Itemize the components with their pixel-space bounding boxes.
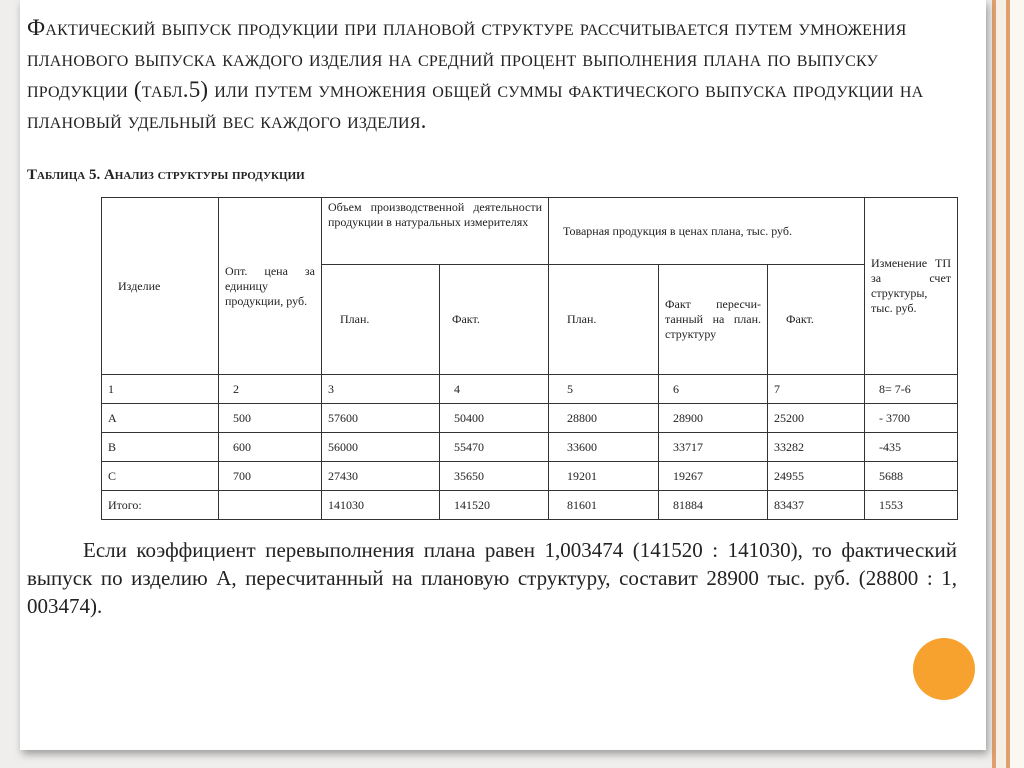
header-change: Изменение ТП за счет структуры, тыс. руб. [865,198,958,375]
table-total-row [102,491,958,520]
header-volume-group: Объем производственной деятельности продукции в натуральных измерителях [322,198,549,265]
table-cell: 19201 [549,462,659,491]
table-cell: 81601 [549,491,659,520]
header-item: Изделие [102,198,219,375]
table-cell: 1 [102,375,219,404]
header-vol-plan: План. [322,265,440,375]
table-cell: 50400 [440,404,549,433]
table-cell: 700 [219,462,322,491]
table-cell: 24955 [768,462,865,491]
explanation-paragraph: Если коэффициент перевыполнения плана равен 1,003474 (141520 : 141030), то фактический выпуск по изделию А, пересчитанный на плановую структуру, составит 28900 тыс. руб. (28800 : 1, 003474). [27,538,957,618]
table-cell: С [102,462,219,491]
table-cell: 4 [440,375,549,404]
table-cell: В [102,433,219,462]
table-cell: 2 [219,375,322,404]
decor-stripe [996,0,1006,768]
table-cell: 56000 [322,433,440,462]
header-price: Опт. цена за единицу продукции, руб. [219,198,322,375]
table-cell: Итого: [102,491,219,520]
slide [20,0,986,750]
header-commodity-group: Товарная продукция в ценах плана, тыс. руб. [549,198,865,265]
decor-stripe [1010,0,1024,768]
table-cell: 5688 [865,462,958,491]
table-cell: 33282 [768,433,865,462]
table-cell: 5 [549,375,659,404]
table-cell: 6 [659,375,768,404]
table-cell: 81884 [659,491,768,520]
table-cell: 35650 [440,462,549,491]
table-cell: 8= 7-6 [865,375,958,404]
table-cell: 33717 [659,433,768,462]
header-vol-fact: Факт. [440,265,549,375]
table-cell: 141520 [440,491,549,520]
table-cell: 1553 [865,491,958,520]
table-header-row [102,198,958,265]
table-cell: А [102,404,219,433]
table-caption: Таблица 5. Анализ структуры продукции [27,167,305,183]
table-row [102,375,958,404]
table-cell: 28800 [549,404,659,433]
table-cell: -435 [865,433,958,462]
table-cell: 600 [219,433,322,462]
table-cell: 25200 [768,404,865,433]
table-cell [219,491,322,520]
table-cell: 55470 [440,433,549,462]
table-cell: 33600 [549,433,659,462]
table-cell: 27430 [322,462,440,491]
table-cell: 57600 [322,404,440,433]
header-tp-fact: Факт. [768,265,865,375]
table-cell: 83437 [768,491,865,520]
table-cell: 28900 [659,404,768,433]
table-cell: 3 [322,375,440,404]
decorative-circle [913,638,975,700]
slide-heading: Фактический выпуск продукции при плановой структуре рассчитывается путем умножения планового выпуска каждого изделия на средний процент выполнения плана по выпуску продукции (табл.5) или путем умножения общей суммы фактического выпуска продукции на плановый удельный вес каждого изделия. [27,15,924,133]
table-cell: 7 [768,375,865,404]
table-cell: 141030 [322,491,440,520]
table-row [102,433,958,462]
table-cell: 19267 [659,462,768,491]
structure-table [101,197,958,520]
header-tp-recalc: Факт пересчи-танный на план. структуру [659,265,768,375]
table-cell: 500 [219,404,322,433]
table-cell: - 3700 [865,404,958,433]
table-row [102,462,958,491]
table-row [102,404,958,433]
header-tp-plan: План. [549,265,659,375]
